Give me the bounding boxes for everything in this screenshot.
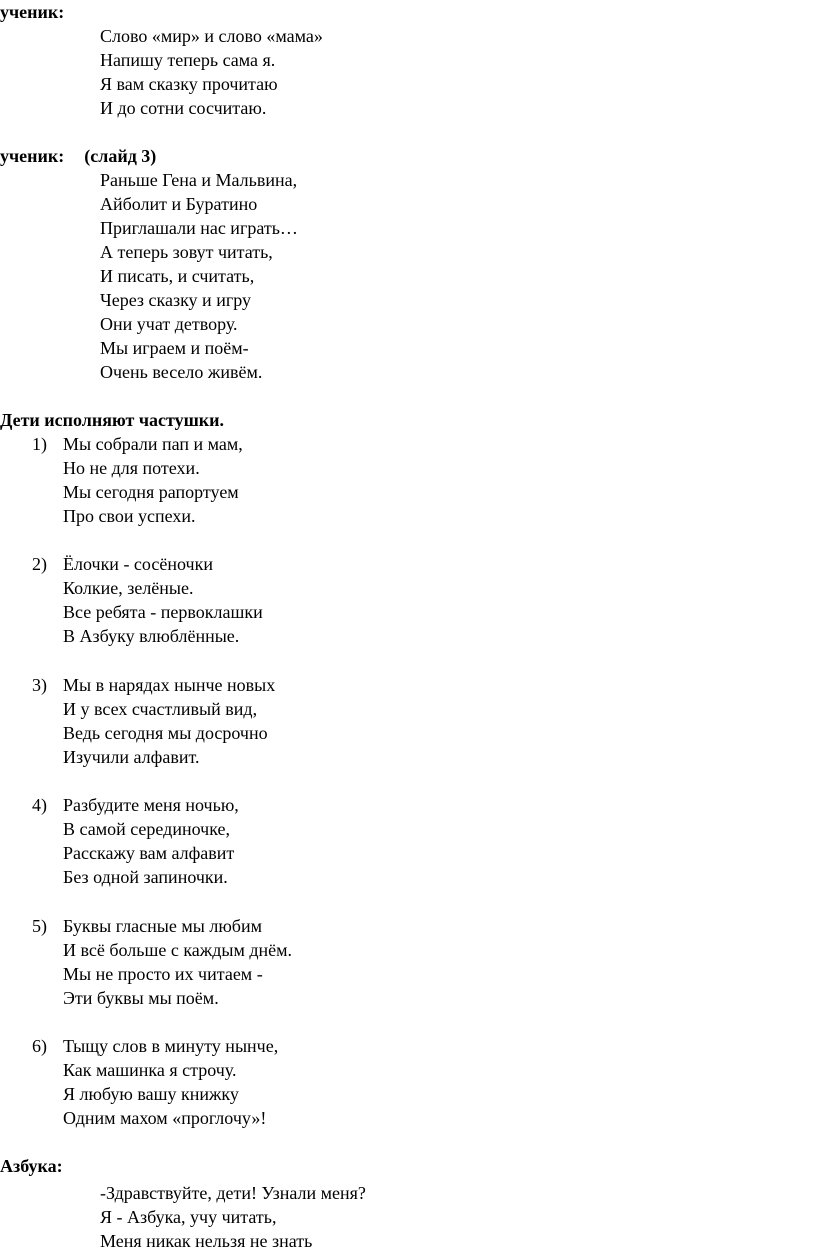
verse-line: Мы не просто их читаем - <box>63 964 263 984</box>
verse-line: Ведь сегодня мы досрочно <box>63 723 268 743</box>
verse-line: Без одной запиночки. <box>63 867 228 887</box>
list-item-verse <box>63 793 239 889</box>
verse-line: Через сказку и игру <box>100 290 251 310</box>
verse-line: Они учат детвору. <box>100 314 238 334</box>
verse-line: Мы сегодня рапортуем <box>63 482 239 502</box>
verse-line: Очень весело живём. <box>100 362 263 382</box>
verse-line: Айболит и Буратино <box>100 194 258 214</box>
verse-line: -Здравствуйте, дети! Узнали меня? <box>100 1183 366 1203</box>
slide-note: (слайд 3) <box>84 146 157 166</box>
verse-line: Раньше Гена и Мальвина, <box>100 170 298 190</box>
verse-line: В Азбуку влюблённые. <box>63 626 240 646</box>
speaker-name: ученик: <box>0 146 65 166</box>
list-item-verse <box>63 432 243 528</box>
verse-line: А теперь зовут читать, <box>100 242 273 262</box>
verse-line: Я - Азбука, учу читать, <box>100 1207 277 1227</box>
verse-student-2 <box>100 168 298 384</box>
verse-line: В самой серединочке, <box>63 819 230 839</box>
verse-azbuka <box>100 1181 366 1253</box>
verse-line: Как машинка я строчу. <box>63 1060 237 1080</box>
section-heading-chastushki <box>0 408 224 432</box>
verse-line: Ёлочки - сосёночки <box>63 554 213 574</box>
verse-line: Я вам сказку прочитаю <box>100 74 278 94</box>
list-item-verse <box>63 914 292 1010</box>
verse-line: И писать, и считать, <box>100 266 255 286</box>
speaker-label-student-2 <box>0 144 156 168</box>
verse-line: Я любую вашу книжку <box>63 1084 239 1104</box>
verse-line: Эти буквы мы поём. <box>63 988 219 1008</box>
verse-line: Расскажу вам алфавит <box>63 843 235 863</box>
speaker-name: ученик: <box>0 2 65 22</box>
verse-line: Изучили алфавит. <box>63 747 200 767</box>
verse-line: Но не для потехи. <box>63 458 200 478</box>
verse-line: Напишу теперь сама я. <box>100 50 276 70</box>
verse-line: Тыщу слов в минуту нынче, <box>63 1036 279 1056</box>
verse-line: Про свои успехи. <box>63 506 196 526</box>
verse-line: Разбудите меня ночью, <box>63 795 239 815</box>
list-number: 3) <box>32 675 47 695</box>
verse-student-1 <box>100 24 323 120</box>
verse-line: И до сотни сосчитаю. <box>100 98 267 118</box>
verse-line: Мы играем и поём- <box>100 338 249 358</box>
list-item-verse <box>63 1034 278 1130</box>
list-item-verse <box>63 552 263 648</box>
speaker-label-azbuka <box>0 1154 63 1178</box>
list-item-verse <box>63 673 275 769</box>
list-number: 2) <box>32 554 47 574</box>
verse-line: Приглашали нас играть… <box>100 218 298 238</box>
list-number: 5) <box>32 916 47 936</box>
verse-line: Мы в нарядах нынче новых <box>63 675 276 695</box>
list-number: 6) <box>32 1036 47 1056</box>
verse-line: Буквы гласные мы любим <box>63 916 262 936</box>
section-heading-text: Дети исполняют частушки. <box>0 410 225 430</box>
list-number: 4) <box>32 795 47 815</box>
list-number: 1) <box>32 434 47 454</box>
verse-line: Все ребята - первоклашки <box>63 602 263 622</box>
verse-line: Меня никак нельзя не знать <box>100 1231 313 1251</box>
speaker-label-student-1 <box>0 0 64 24</box>
verse-line: Одним махом «проглочу»! <box>63 1108 267 1128</box>
verse-line: Мы собрали пап и мам, <box>63 434 243 454</box>
speaker-name: Азбука: <box>0 1156 63 1176</box>
verse-line: Слово «мир» и слово «мама» <box>100 26 323 46</box>
verse-line: И у всех счастливый вид, <box>63 699 258 719</box>
verse-line: И всё больше с каждым днём. <box>63 940 293 960</box>
verse-line: Колкие, зелёные. <box>63 578 194 598</box>
